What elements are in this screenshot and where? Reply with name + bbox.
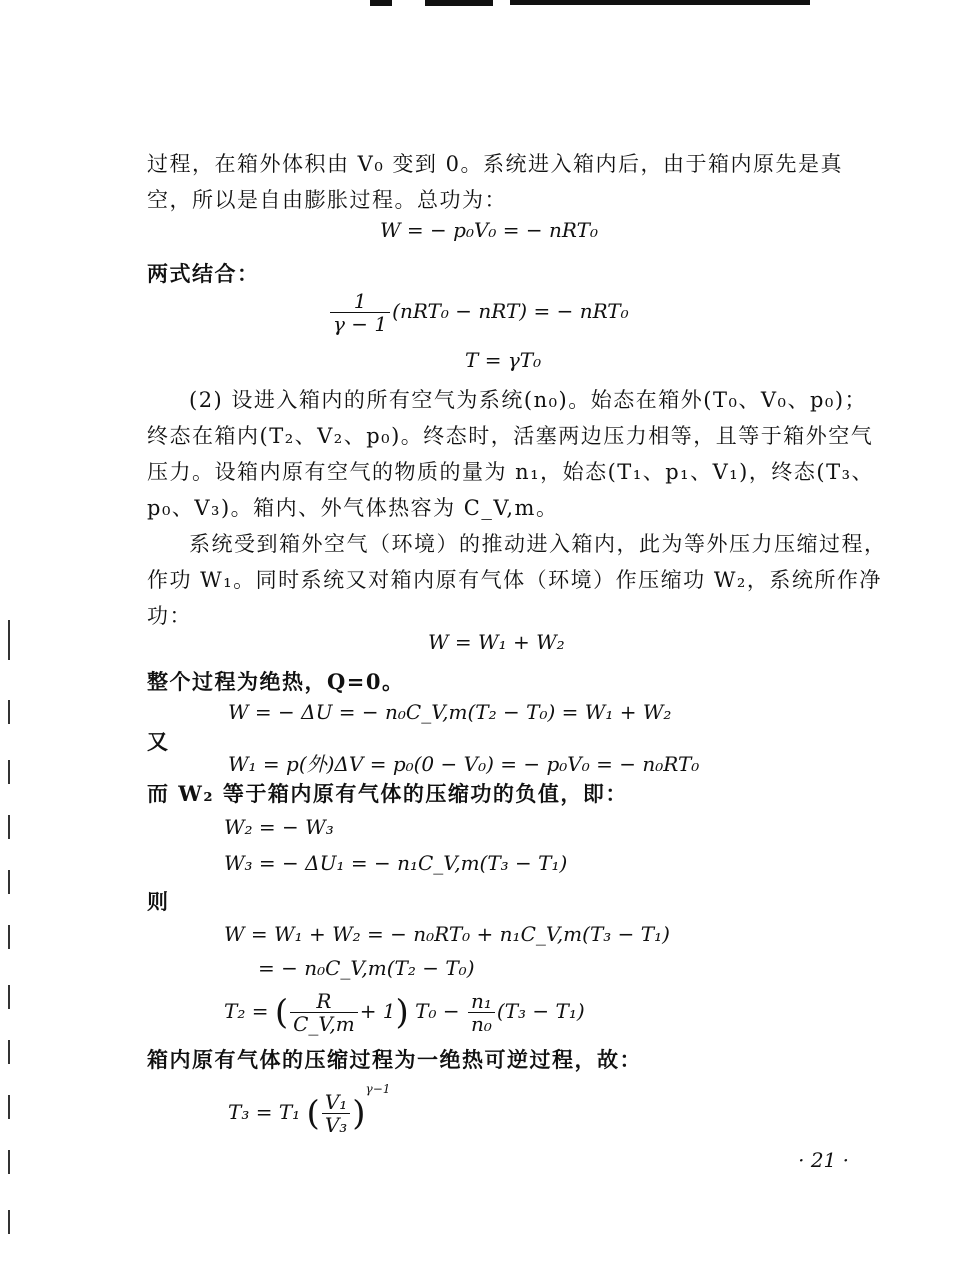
scan-edge-mark	[8, 925, 10, 949]
fraction-numerator: V₁	[322, 1091, 350, 1114]
scan-edge-mark	[8, 760, 10, 784]
fraction-denominator: γ − 1	[333, 312, 388, 336]
fraction-denominator: n₀	[471, 1012, 492, 1036]
equation-w2: W₂ = − W₃	[224, 815, 334, 839]
scan-edge-mark	[8, 620, 10, 660]
scan-edge-mark	[8, 870, 10, 894]
scan-edge-mark	[8, 1040, 10, 1064]
scan-edge-mark	[8, 1210, 10, 1234]
equation-t3-exponent: γ−1	[365, 1082, 391, 1096]
label-then: 则	[147, 889, 170, 914]
header-rule	[370, 0, 830, 10]
page-number: · 21 ·	[798, 1148, 849, 1172]
paragraph-reversible: 箱内原有气体的压缩过程为一绝热可逆过程，故：	[147, 1047, 642, 1072]
equation-t3-left: T₃ = T₁	[228, 1100, 301, 1124]
fraction-numerator: 1	[330, 290, 390, 313]
equation-w1: W₁ = p(外)ΔV = p₀(0 − V₀) = − p₀V₀ = − n₀RT₀	[228, 752, 700, 776]
equation-w-sum-cont: = − n₀C_V,m(T₂ − T₀)	[258, 956, 475, 980]
label-combine: 两式结合：	[147, 261, 260, 286]
equation-internal-energy: W = − ΔU = − n₀C_V,m(T₂ − T₀) = W₁ + W₂	[228, 700, 672, 724]
label-also: 又	[147, 729, 170, 754]
equation-t2-rest: (T₃ − T₁)	[496, 999, 585, 1023]
equation-w-sum: W = W₁ + W₂ = − n₀RT₀ + n₁C_V,m(T₃ − T₁)	[224, 922, 670, 946]
paragraph-free-expansion: 过程，在箱外体积由 V₀ 变到 0。系统进入箱内后，由于箱内原先是真空，所以是自由膨胀过程。总功为：	[147, 152, 843, 212]
equation-w3: W₃ = − ΔU₁ = − n₁C_V,m(T₃ − T₁)	[224, 851, 568, 875]
paragraph-system-definition: (2) 设进入箱内的所有空气为系统(n₀)。始态在箱外(T₀、V₀、p₀)；终态在箱内(T₂、V₂、p₀)。终态时，活塞两边压力相等，且等于箱外空气压力。设箱内原有空气的物质的量为 n₁，始态(T₁、p₁、V₁)，终态(T₃、p₀、V₃)。箱内、外气体热容为 C_V,m。	[147, 388, 874, 520]
equation-t2-left: T₂ =	[224, 999, 269, 1023]
equation-combined-rest: (nRT₀ − nRT) = − nRT₀	[392, 299, 629, 323]
scan-edge-mark	[8, 1095, 10, 1119]
paragraph-w2-definition: 而 W₂ 等于箱内原有气体的压缩功的负值，即：	[147, 781, 628, 806]
scan-edge-mark	[8, 985, 10, 1009]
paragraph-compression-work: 系统受到箱外空气（环境）的推动进入箱内，此为等外压力压缩过程，作功 W₁。同时系统又对箱内原有气体（环境）作压缩功 W₂，系统所作净功：	[147, 532, 887, 628]
equation-combined	[328, 290, 629, 335]
scan-edge-mark	[8, 700, 10, 724]
equation-t2-plus-one: + 1	[359, 999, 396, 1023]
scan-edge-mark	[8, 815, 10, 839]
equation-total-work: W = − p₀V₀ = − nRT₀	[380, 218, 598, 242]
equation-temperature: T = γT₀	[465, 348, 542, 372]
paragraph-adiabatic: 整个过程为绝热，Q=0。	[147, 669, 405, 694]
fraction-denominator: V₃	[324, 1113, 348, 1137]
fraction-numerator: n₁	[468, 990, 495, 1013]
equation-net-work: W = W₁ + W₂	[428, 630, 565, 654]
equation-t2-t0: T₀ −	[415, 999, 460, 1023]
scan-edge-mark	[8, 1150, 10, 1174]
equation-t3: T₃ = T₁ ( $\frac{\text{V₁}}{\text{V₃}}$ )$^{\gamma-1}$	[228, 1082, 391, 1137]
fraction-numerator: R	[290, 990, 358, 1013]
equation-t2: T₂ = ( $\frac{R}{C\_V,m}$ + 1) T₀ − $\frac{\text{n₁}}{\text{n₀}}$ (T₃ − T₁)	[224, 989, 585, 1036]
fraction-denominator: C_V,m	[293, 1012, 355, 1036]
